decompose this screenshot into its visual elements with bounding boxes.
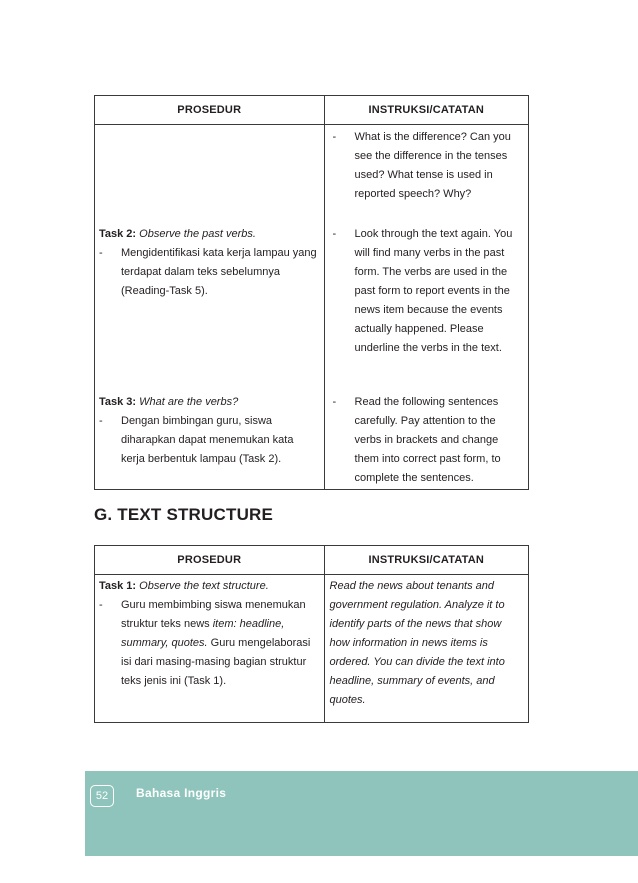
instruction-item-3: - Read the following sentences carefully. Pay attention to the verbs in brackets and change them into correct past form, to complete the sentences. [332,396,501,484]
task-1-block: Task 1: Observe the text structure. - Guru membimbing siswa menemukan struktur teks news item: headline, summary, quotes. Guru mengelaborasi isi dari masing-masing bagian struktur teks jenis ini (Task 1). [99,580,311,687]
table2-prosedur-cell [95,575,325,723]
procedure-table-2 [94,545,529,723]
table1-instruksi-cell [324,125,528,490]
page-number: 52 [90,785,114,807]
task-3-title: What are the verbs? [139,396,239,408]
footer-band [85,771,638,856]
section-heading: G. TEXT STRUCTURE [94,505,274,524]
book-title: Bahasa Inggris [136,786,227,800]
table2-header-instruksi: INSTRUKSI/CATATAN [324,546,528,575]
table1-header-instruksi: INSTRUKSI/CATATAN [324,96,528,125]
task-2-title: Observe the past verbs. [139,228,256,240]
instruction-item-2: - Look through the text again. You will find many verbs in the past form. The verbs are used in the past form to report events in the news item because the events actually happened. Please underline the verbs in the text. [332,228,513,354]
task-1-bullet-prefix: Guru membimbing siswa menemukan struktur teks news [121,599,306,630]
table2-header-prosedur: PROSEDUR [95,546,325,575]
task-1-instruction: Read the news about tenants and government regulation. Analyze it to identify parts of the news that show how information in news items is ordered. You can divide the text into headline, summary of events, and quotes. [329,580,505,706]
table1-prosedur-cell [95,125,325,490]
task-2-block: Task 2: Observe the past verbs. - Mengidentifikasi kata kerja lampau yang terdapat dalam teks sebelumnya (Reading-Task 5). [99,225,318,301]
task-1-title: Observe the text structure. [139,580,269,592]
task-3-block: Task 3: What are the verbs? - Dengan bimbingan guru, siswa diharapkan dapat menemukan kata kerja berbentuk lampau (Task 2). [99,393,318,469]
task-3-bullet: Dengan bimbingan guru, siswa diharapkan dapat menemukan kata kerja berbentuk lampau (Task 2). [121,415,294,465]
task-2-bullet: Mengidentifikasi kata kerja lampau yang terdapat dalam teks sebelumnya (Reading-Task 5). [121,247,317,297]
task-3-label: Task 3: [99,396,137,408]
task-1-bullet-suffix: Guru mengelaborasi isi dari masing-masing bagian struktur teks jenis ini (Task 1). [121,637,311,687]
table2-instruksi-cell [324,575,528,723]
procedure-table-1 [94,95,529,490]
task-2-label: Task 2: [99,228,137,240]
task-1-label: Task 1: [99,580,137,592]
instruction-item-1: - What is the difference? Can you see the difference in the tenses used? What tense is used in reported speech? Why? [332,131,511,200]
table1-header-prosedur: PROSEDUR [95,96,325,125]
task-1-bullet-italic: item: headline, summary, quotes. [121,618,285,649]
